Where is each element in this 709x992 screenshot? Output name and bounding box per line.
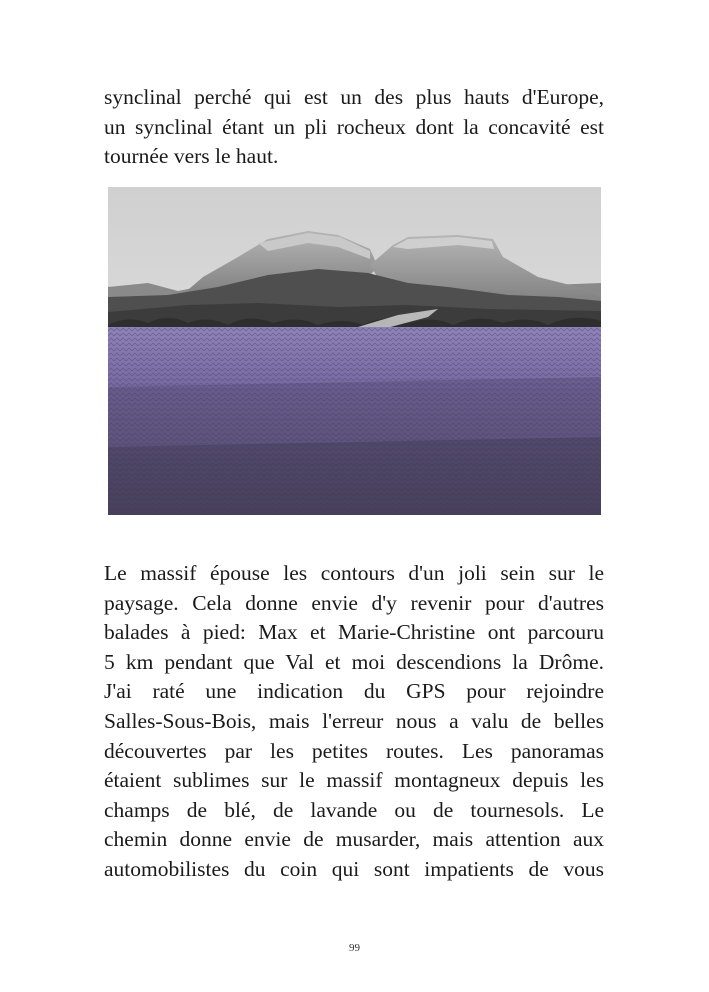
text-line: champs de blé, de lavande ou de tournesols. Le [104, 797, 604, 822]
text-line: tournée vers le haut. [104, 144, 279, 169]
paragraph-main [104, 559, 604, 885]
text-line: J'ai raté une indication du GPS pour rejoindre [104, 679, 604, 704]
text-line: 5 km pendant que Val et moi descendions la Drôme. [104, 649, 604, 674]
page-number: 99 [349, 942, 360, 954]
text-line: paysage. Cela donne envie d'y revenir pour d'autres [104, 590, 604, 615]
text-line: étaient sublimes sur le massif montagneux depuis les [104, 768, 604, 793]
text-line: un synclinal étant un pli rocheux dont la concavité est [104, 114, 604, 139]
text-line: balades à pied: Max et Marie-Christine ont parcouru [104, 620, 604, 645]
text-line: automobilistes du coin qui sont impatients de vous [104, 856, 604, 881]
text-line: Salles-Sous-Bois, mais l'erreur nous a valu de belles [104, 708, 604, 733]
text-line: découvertes par les petites routes. Les panoramas [104, 738, 604, 763]
text-line: Le massif épouse les contours d'un joli sein sur le [104, 561, 604, 585]
landscape-photo [108, 187, 601, 515]
text-line: synclinal perché qui est un des plus hauts d'Europe, [104, 85, 604, 109]
text-line: chemin donne envie de musarder, mais attention aux [104, 827, 604, 852]
paragraph-top [104, 83, 604, 172]
